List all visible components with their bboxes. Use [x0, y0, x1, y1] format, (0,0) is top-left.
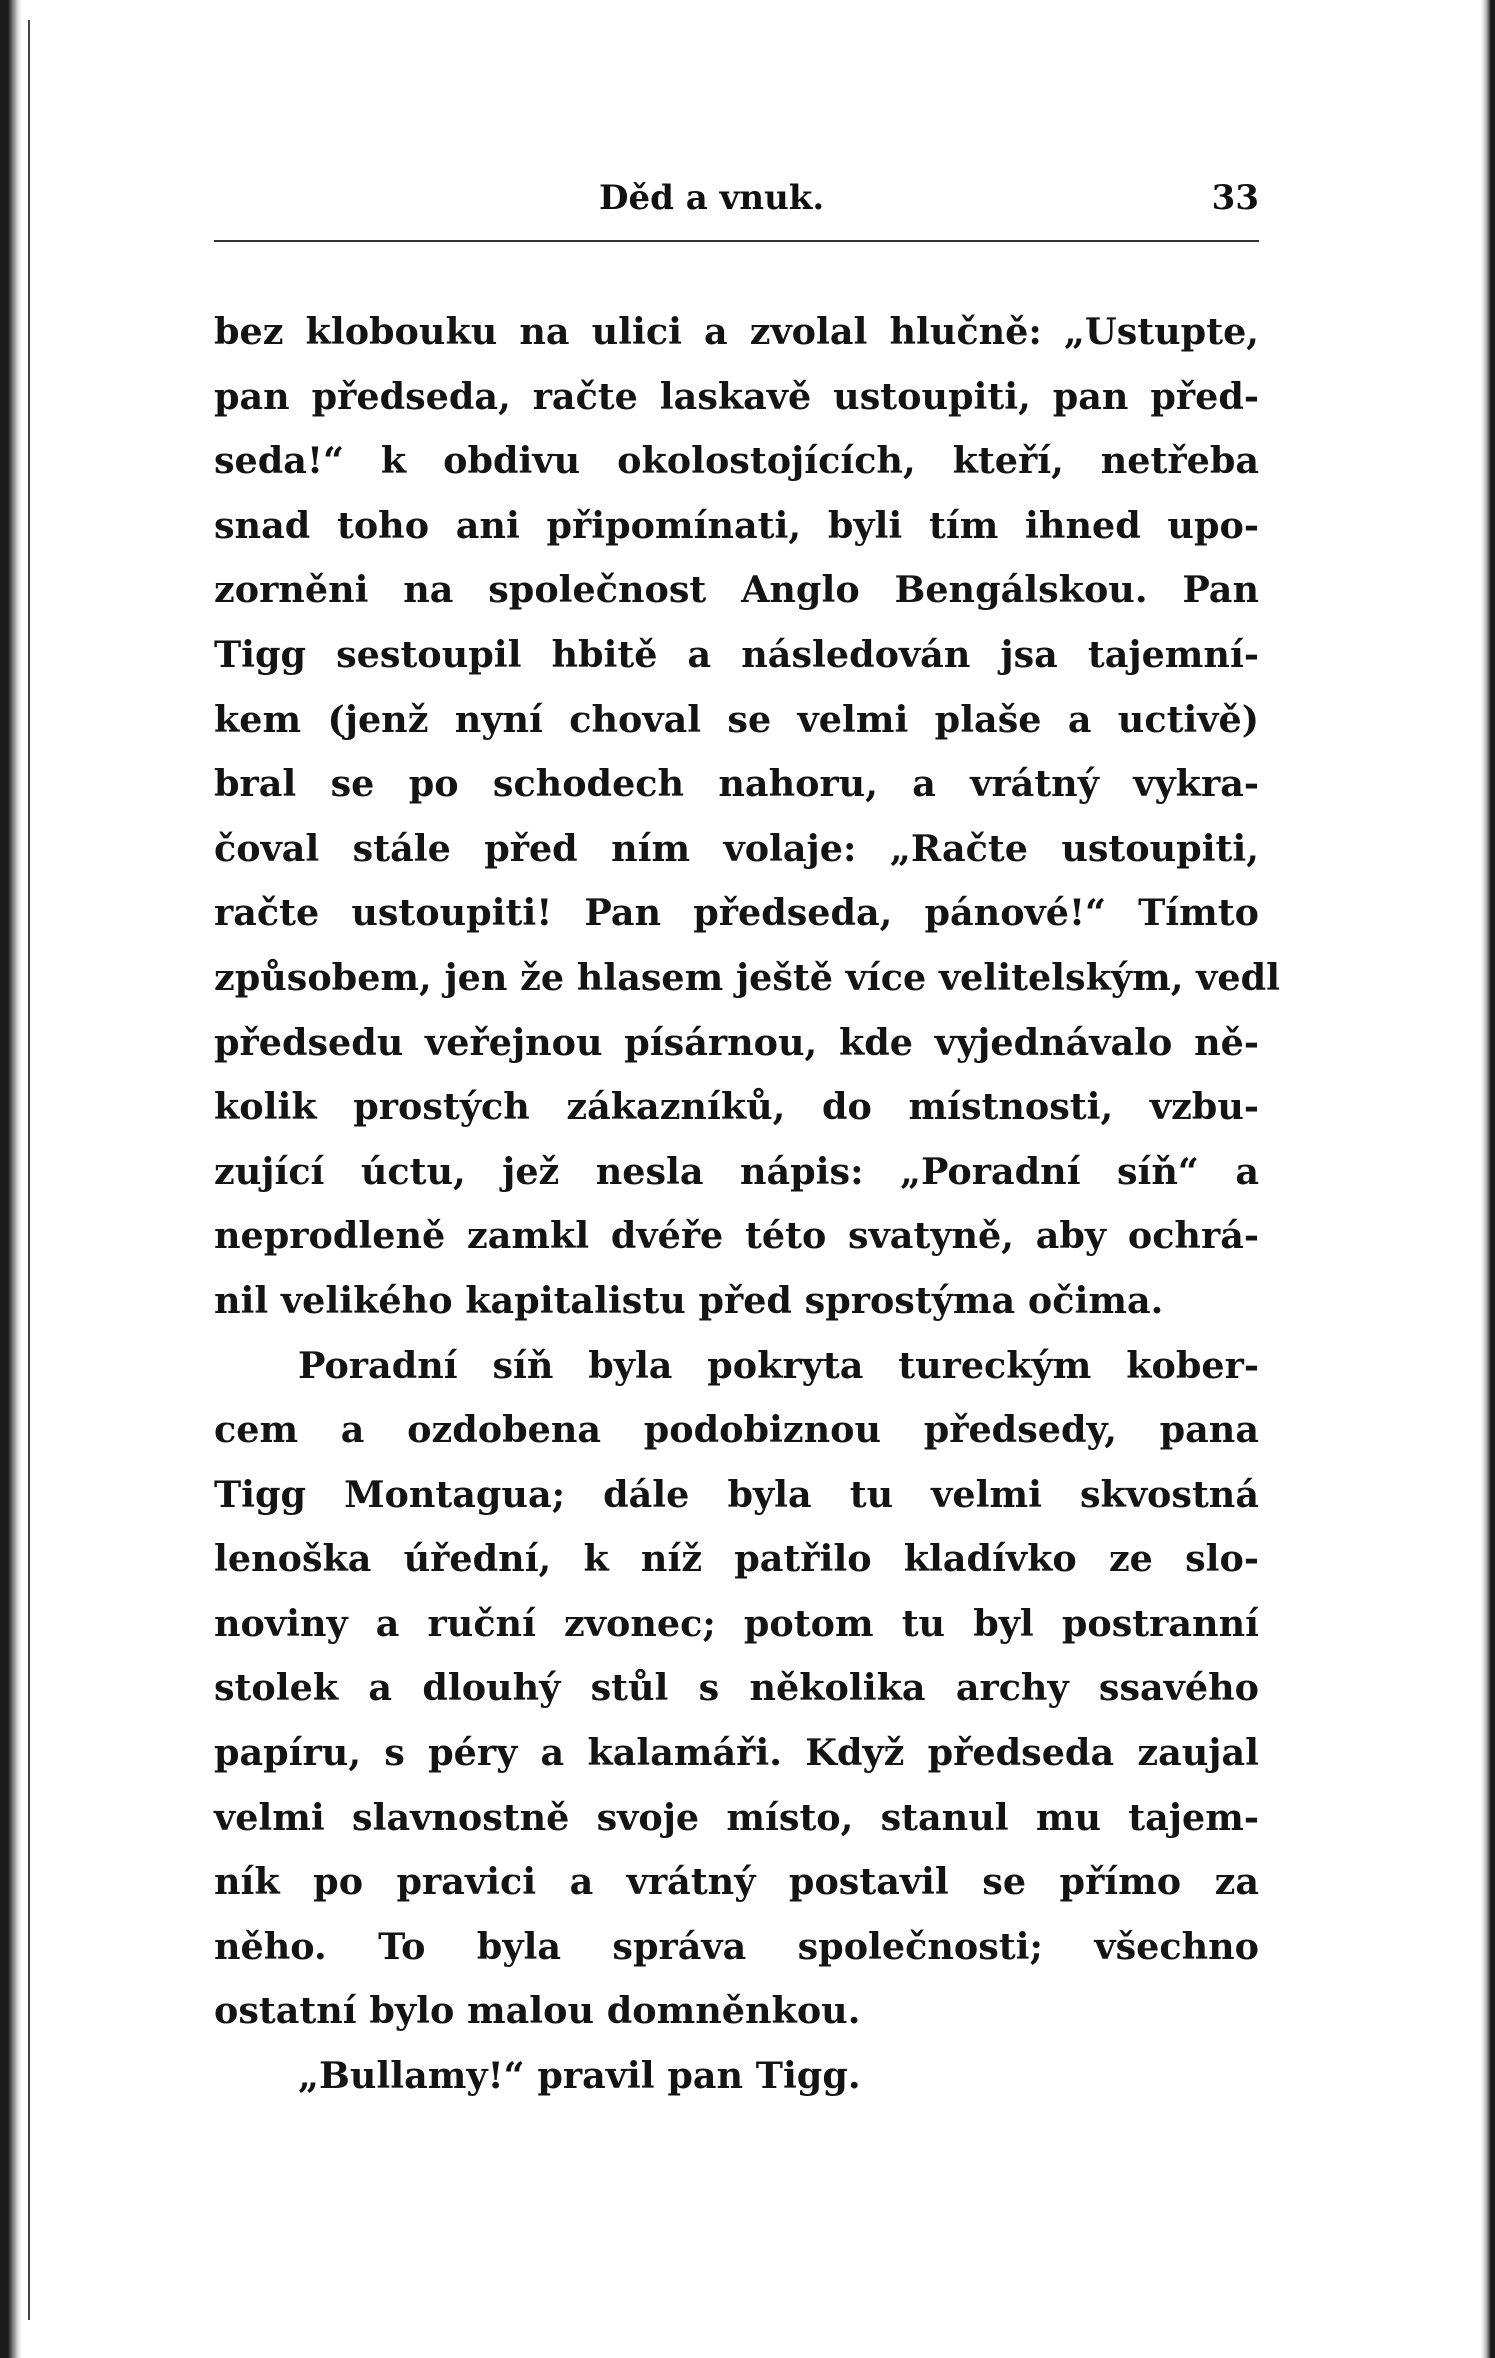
text-line: kem (jenž nyní choval se velmi plaše a uctivě) [214, 697, 1259, 741]
text-line: bez klobouku na ulici a zvolal hlučně: „Ustupte, [214, 310, 1259, 353]
text-line: předsedu veřejnou písárnou, kde vyjednávalo ně- [214, 1020, 1259, 1064]
text-line: kolik prostých zákazníků, do místnosti, vzbu- [214, 1085, 1259, 1129]
page-header [214, 178, 1259, 226]
text-line: bral se po schodech nahoru, a vrátný vykra- [214, 762, 1259, 806]
text-line: pan předseda, račte laskavě ustoupiti, pan před- [214, 374, 1259, 418]
text-line: Tigg sestoupil hbitě a následován jsa tajemní- [214, 632, 1259, 676]
page-number: 33 [1211, 178, 1259, 218]
text-line: ostatní bylo malou domněnkou. [214, 1989, 861, 2033]
text-line: Poradní síň byla pokryta tureckým kober- [298, 1343, 1259, 1387]
body-text [214, 300, 1280, 2109]
text-line: snad toho ani připomínati, byli tím ihned upo- [214, 503, 1259, 547]
text-line: čoval stále před ním volaje: „Račte ustoupiti, [214, 826, 1259, 870]
binding-line [28, 20, 30, 2320]
text-line: Tigg Montagua; dále byla tu velmi skvostná [214, 1472, 1259, 1516]
text-line: zující úctu, jež nesla nápis: „Poradní síň“ a [214, 1149, 1259, 1193]
text-line: nil velikého kapitalistu před sprostýma očima. [214, 1278, 1164, 1322]
header-rule [214, 240, 1259, 242]
text-line: noviny a ruční zvonec; potom tu byl postranní [214, 1601, 1259, 1645]
text-line: papíru, s péry a kalamáři. Když předseda zaujal [214, 1731, 1259, 1775]
text-line: cem a ozdobena podobiznou předsedy, pana [214, 1408, 1259, 1452]
text-line: račte ustoupiti! Pan předseda, pánové!“ Tímto [214, 891, 1259, 935]
text-line: způsobem, jen že hlasem ještě více velitelským, vedl [214, 955, 1280, 999]
scan-edge-left [0, 0, 22, 2358]
scan-edge-right [1481, 0, 1495, 2358]
text-line: ník po pravici a vrátný postavil se přímo za [214, 1860, 1259, 1904]
text-line: stolek a dlouhý stůl s několika archy ssavého [214, 1666, 1259, 1710]
text-line: „Bullamy!“ pravil pan Tigg. [298, 2054, 861, 2098]
book-page [214, 0, 1280, 2358]
text-line: něho. To byla správa společnosti; všechno [214, 1924, 1259, 1968]
text-line: neprodleně zamkl dvéře této svatyně, aby ochrá- [214, 1214, 1259, 1258]
running-title: Děd a vnuk. [599, 178, 825, 218]
text-line: zorněni na společnost Anglo Bengálskou. Pan [214, 568, 1259, 612]
text-line: seda!“ k obdivu okolostojících, kteří, netřeba [214, 439, 1259, 483]
text-line: lenoška úřední, k níž patřilo kladívko ze slo- [214, 1537, 1259, 1581]
text-line: velmi slavnostně svoje místo, stanul mu tajem- [214, 1795, 1259, 1839]
